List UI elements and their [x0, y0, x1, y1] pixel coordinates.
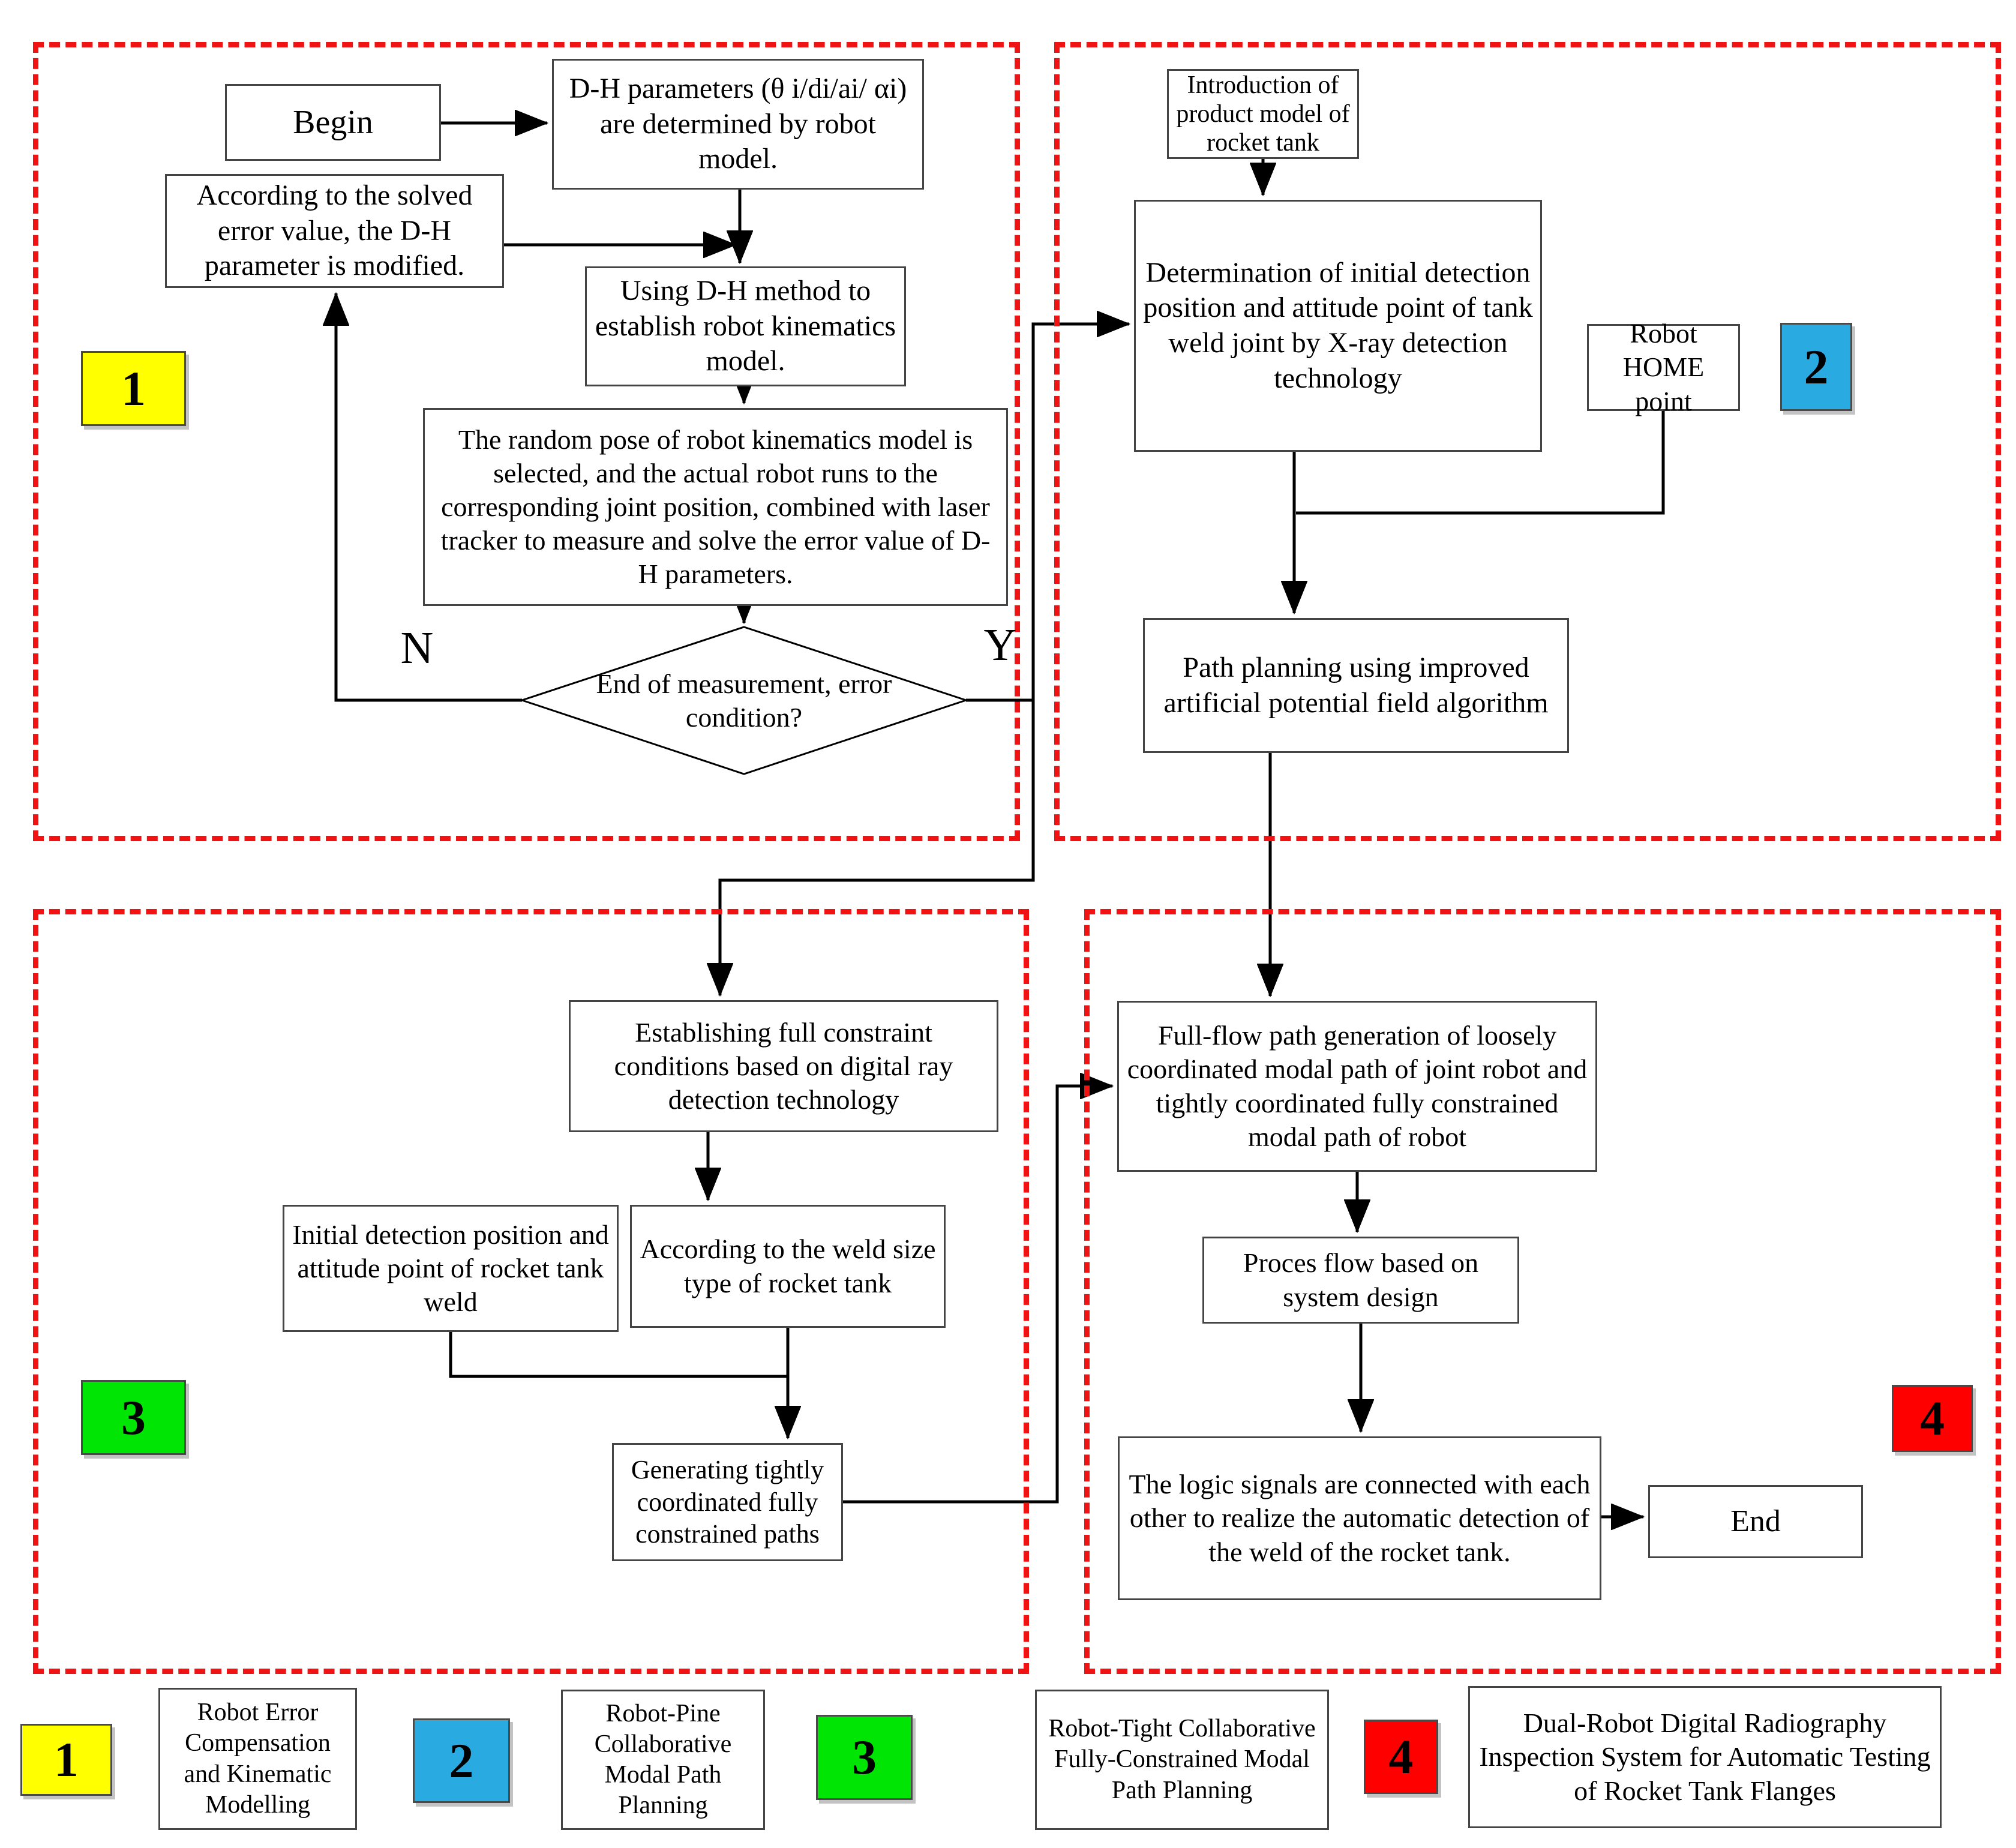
quadrant-1-badge: 1 — [81, 351, 186, 426]
dh-method-node: Using D-H method to establish robot kinematics model. — [585, 266, 906, 386]
generating-paths-node: Generating tightly coordinated fully constrained paths — [612, 1443, 843, 1561]
quadrant-4-badge: 4 — [1892, 1385, 1973, 1452]
logic-signals-node: The logic signals are connected with each other to realize the automatic detection of the weld of the rocket tank. — [1118, 1436, 1601, 1600]
legend-2-badge: 2 — [413, 1718, 510, 1803]
path-planning-node: Path planning using improved artificial potential field algorithm — [1143, 618, 1569, 753]
end-node: End — [1648, 1485, 1863, 1558]
introduction-node: Introduction of product model of rocket tank — [1167, 69, 1359, 159]
legend-4-label: Dual-Robot Digital Radiography Inspection System for Automatic Testing of Rocket Tank Flanges — [1468, 1686, 1942, 1828]
establishing-node: Establishing full constraint conditions based on digital ray detection technology — [569, 1000, 998, 1132]
legend-3-label: Robot-Tight Collaborative Fully-Constrained Modal Path Planning — [1035, 1690, 1329, 1830]
modify-dh-parameter-node: According to the solved error value, the D-H parameter is modified. — [165, 174, 504, 288]
legend-1-badge: 1 — [20, 1724, 112, 1796]
decision-label: End of measurement, error condition? — [596, 668, 892, 733]
weld-size-node: According to the weld size type of rocket tank — [630, 1205, 946, 1328]
initial-detection-node: Initial detection position and attitude point of rocket tank weld — [283, 1205, 619, 1332]
decision-yes-label: Y — [983, 619, 1017, 670]
proces-flow-node: Proces flow based on system design — [1202, 1237, 1519, 1324]
determination-node: Determination of initial detection position and attitude point of tank weld joint by X-ray detection technology — [1134, 200, 1542, 452]
legend-3-badge: 3 — [816, 1715, 913, 1800]
legend-1-label: Robot Error Compensation and Kinematic Modelling — [158, 1688, 357, 1830]
begin-node: Begin — [225, 84, 441, 161]
robot-home-node: Robot HOME point — [1587, 324, 1740, 411]
dh-parameters-node: D-H parameters (θ i/di/ai/ αi) are determined by robot model. — [552, 59, 924, 190]
random-pose-node: The random pose of robot kinematics model is selected, and the actual robot runs to the corresponding joint position, combined with laser tracker to measure and solve the error value of D-H parameters. — [423, 408, 1008, 606]
decision-no-label: N — [400, 622, 434, 673]
legend-4-badge: 4 — [1364, 1720, 1438, 1794]
full-flow-node: Full-flow path generation of loosely coordinated modal path of joint robot and tightly coordinated fully constrained modal path of robot — [1117, 1001, 1597, 1172]
quadrant-3-badge: 3 — [81, 1380, 186, 1455]
quadrant-2-badge: 2 — [1780, 323, 1852, 411]
legend-2-label: Robot-Pine Collaborative Modal Path Planning — [561, 1690, 765, 1830]
